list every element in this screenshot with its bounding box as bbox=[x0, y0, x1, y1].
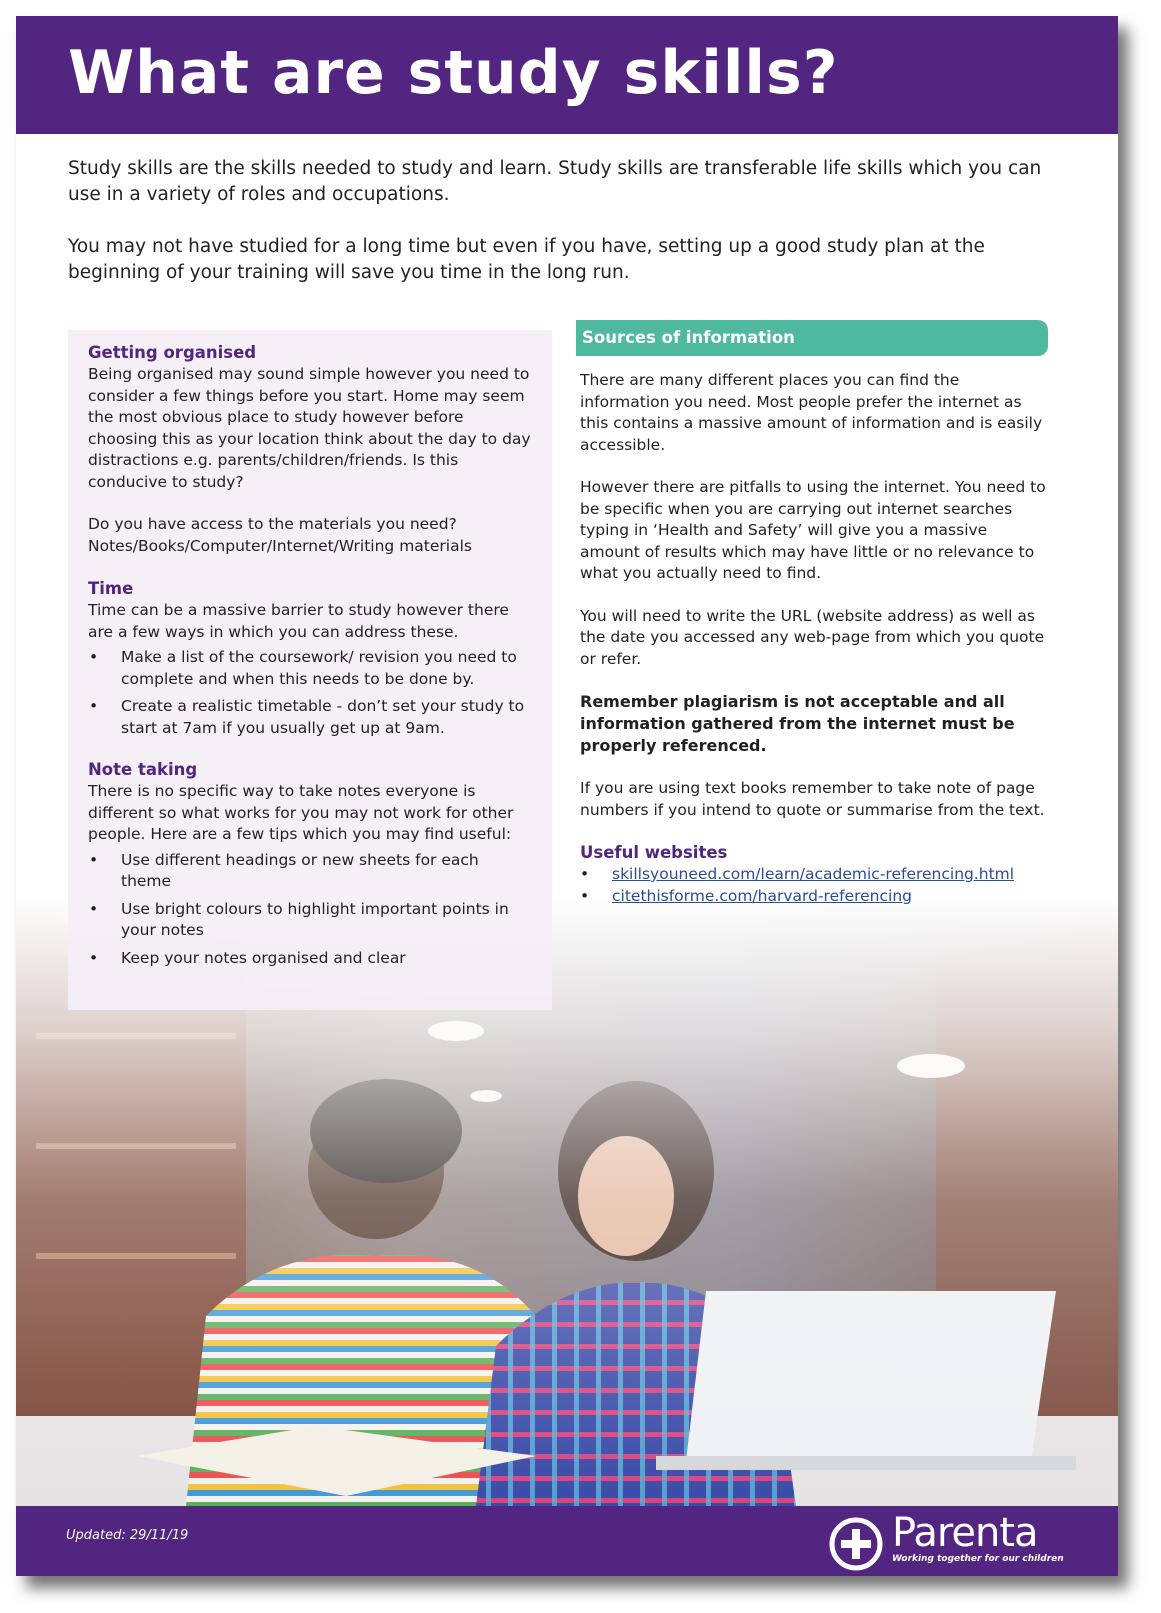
logo-wordmark: Parenta bbox=[892, 1510, 1038, 1556]
sources-paragraph-1: There are many different places you can find the information you need. Most people prefer the internet as this contains a massive amount of information and is easily accessible. bbox=[580, 371, 1043, 454]
bullet-icon: • bbox=[580, 865, 590, 883]
document-page bbox=[16, 16, 1118, 1576]
citethisforme-link[interactable]: citethisforme.com/harvard-referencing bbox=[612, 886, 912, 905]
list-item bbox=[580, 864, 1048, 886]
list-item: • Make a list of the coursework/ revision you need to complete and when this needs to be done by. bbox=[89, 648, 517, 688]
list-item: • Keep your notes organised and clear bbox=[88, 948, 532, 970]
intro-paragraph-2: You may not have studied for a long time but even if you have, setting up a good study plan at the beginning of your training will save you time in the long run. bbox=[68, 236, 985, 283]
list-item bbox=[580, 886, 1048, 908]
sources-heading: Sources of information bbox=[576, 320, 1048, 356]
materials-paragraph: Do you have access to the materials you need? Notes/Books/Computer/Internet/Writing materials bbox=[88, 515, 472, 555]
intro-paragraph-1: Study skills are the skills needed to study and learn. Study skills are transferable life skills which you can use in a variety of roles and occupations. bbox=[68, 158, 1042, 205]
time-paragraph: Time can be a massive barrier to study however there are a few ways in which you can address these. bbox=[88, 601, 509, 641]
page-title: What are study skills? bbox=[68, 38, 839, 108]
note-taking-heading: Note taking bbox=[88, 760, 198, 779]
useful-websites-heading: Useful websites bbox=[580, 843, 728, 862]
list-item: • Use bright colours to highlight important points in your notes bbox=[89, 899, 509, 939]
bullet-icon: • bbox=[89, 648, 99, 666]
parenta-cross-icon bbox=[828, 1516, 884, 1572]
list-item: • Use different headings or new sheets for each theme bbox=[89, 850, 479, 890]
bullet-icon: • bbox=[89, 948, 99, 967]
list-item: • Create a realistic timetable - don’t set your study to start at 7am if you usually get up at 9am. bbox=[89, 697, 525, 737]
parenta-logo bbox=[828, 1510, 1064, 1572]
time-heading: Time bbox=[88, 579, 134, 598]
skillsyouneed-link[interactable]: skillsyouneed.com/learn/academic-referencing.html bbox=[612, 865, 1015, 883]
note-taking-bullet-list bbox=[88, 850, 532, 970]
sources-paragraph-2: However there are pitfalls to using the internet. You need to be specific when you are carrying out internet searches typing in ‘Health and Safety’ will give you a massive amount of results which may have little or no relevance to what you actually need to find. bbox=[580, 478, 1046, 582]
intro-text bbox=[68, 156, 1078, 312]
sources-paragraph-4: If you are using text books remember to take note of page numbers if you intend to quote or summarise from the text. bbox=[580, 779, 1045, 819]
plagiarism-warning: Remember plagiarism is not acceptable and all information gathered from the internet must be properly referenced. bbox=[580, 692, 1015, 755]
updated-date: Updated: 29/11/19 bbox=[66, 1528, 189, 1543]
getting-organised-heading: Getting organised bbox=[88, 343, 257, 362]
bullet-icon: • bbox=[89, 697, 99, 715]
websites-list bbox=[580, 864, 1048, 907]
time-bullet-list bbox=[88, 647, 532, 739]
title-banner bbox=[16, 16, 1118, 134]
getting-organised-paragraph: Being organised may sound simple however you need to consider a few things before you start. Home may seem the most obvious place to study however before choosing this as your location think about the day to day distractions e.g. parents/children/friends. Is this conducive to study? bbox=[88, 365, 531, 491]
bullet-icon: • bbox=[89, 850, 99, 869]
bullet-icon: • bbox=[89, 899, 99, 918]
sources-paragraph-3: You will need to write the URL (website address) as well as the date you accessed any web-page from which you quote or refer. bbox=[580, 606, 1045, 668]
study-tips-panel bbox=[68, 330, 552, 1010]
footer-banner bbox=[16, 1506, 1118, 1576]
note-taking-paragraph: There is no specific way to take notes everyone is different so what works for you may not work for other people. Here are a few tips which you may find useful: bbox=[88, 782, 514, 843]
logo-tagline: Working together for our children bbox=[892, 1554, 1064, 1564]
sources-column bbox=[580, 320, 1048, 907]
bullet-icon: • bbox=[580, 886, 590, 905]
